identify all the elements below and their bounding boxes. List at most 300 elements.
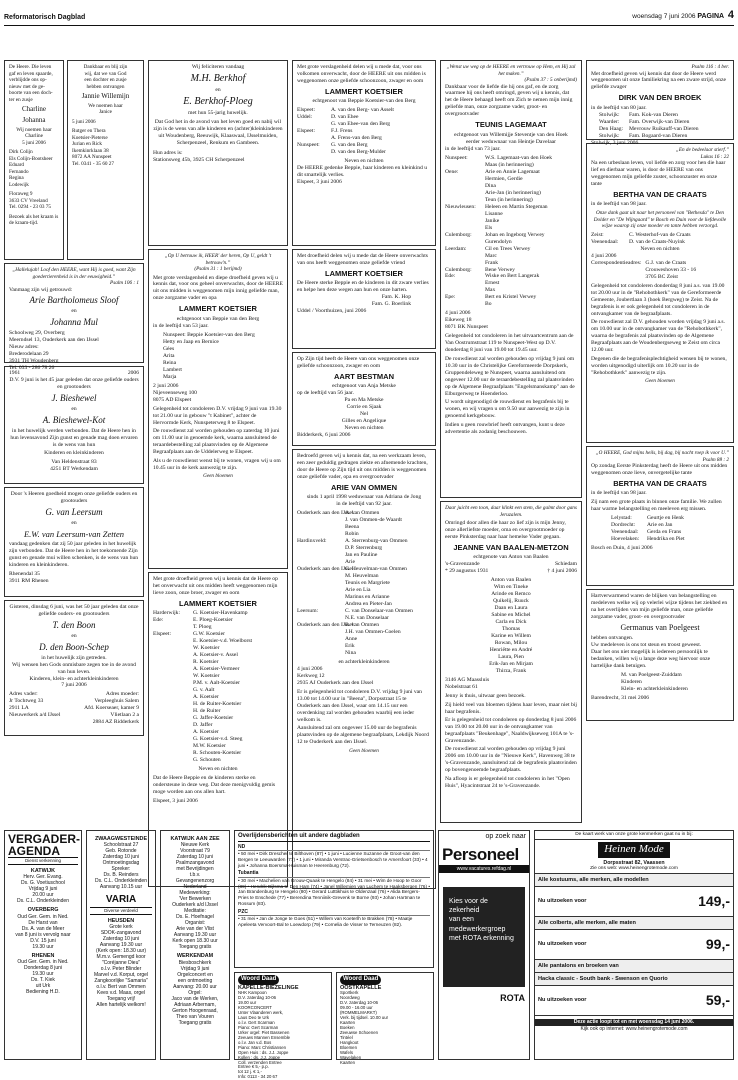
column-4	[440, 60, 582, 826]
ad-en: en	[71, 519, 77, 526]
agenda-line: Ontmoetingsdag	[102, 860, 140, 867]
event-line: (ROMMELMARKT)	[340, 1010, 377, 1016]
family-member: E. Ploeg-Koetsier	[193, 617, 233, 624]
family-row	[297, 149, 431, 156]
price-label: Nu uitzoeken voor	[538, 898, 587, 905]
price-row	[535, 917, 733, 930]
obituary-van-den-broek	[586, 60, 734, 146]
family-row	[297, 142, 431, 149]
intro-line: verblijdde ons op-	[9, 77, 47, 83]
ad-text: vandaag gedenken dat zij 50 jaar geleden in het huwelijk zijn verbonden. Dat de Heere hen in het toekomende Zijn gunst en genade mui willen schenken, is de wens van hun kinderen en kleinkinderen.	[9, 540, 139, 568]
family-member: Andrea en Pieter-Jan	[345, 601, 392, 608]
family-place	[153, 757, 193, 764]
family-place	[297, 643, 345, 650]
husband-name: M.H. Berkhof	[190, 72, 246, 84]
agenda-line: Grote kerk	[109, 924, 133, 931]
family-row	[153, 729, 283, 736]
family-row	[153, 736, 283, 743]
ad-sign: Kinderen en kleinkinderen	[44, 450, 104, 457]
ad-sign: en achterkleinkinderen	[338, 658, 390, 665]
family-member: M. Heuvelman	[345, 573, 379, 580]
family-row	[297, 594, 431, 601]
agenda-line: Orgel:	[188, 989, 202, 996]
address-line: Nobelstraat 61	[445, 684, 478, 691]
address-line: Stationsweg 45b, 3925 CH Scherpenzeel	[153, 156, 245, 163]
intro-line: nieuw met de ge-	[9, 83, 45, 90]
family-place: Ede:	[445, 273, 456, 280]
family-place	[153, 687, 193, 694]
intro-line: een dochter en zusje	[84, 77, 127, 83]
personeel-line: zekerheid	[449, 907, 480, 915]
family-row	[297, 517, 431, 524]
death-info	[547, 561, 577, 575]
family-row	[153, 701, 283, 708]
family-member: Cil en Trees Verwey	[485, 245, 531, 252]
agenda-line: Adriaan Arbernam,	[174, 1001, 216, 1008]
ad-spouse: echtgenote van Anton van Baalen	[473, 554, 549, 561]
ad-date: Stolwijk, 3 juni 2006	[591, 139, 639, 146]
family-row	[445, 155, 577, 162]
radio-section-text: • 30 mei • Machelien van Grouw-Quaak te Hengelo (84) • 31 mei • Wim de Hoop te Goor (89) • Hendrik Bijlsma te Den Ham (74) • Janel Willemien van Luchem te Haaksbergen (76) • Jan Brandenburg te Hengelo (80) • Gerard Lutttikhuis te Oldenzaal (76) • Alida Bergers-Pries te Enschede (77) • Berendina Tenniinik-Grevenk te Borne (93) • Johan Hartman te Rossum (83).	[238, 877, 430, 907]
ad-callname: Janice	[99, 109, 112, 116]
family-place: Ouderkerk aan den IJssel:	[297, 510, 355, 517]
price-row	[535, 973, 733, 986]
family-row	[445, 197, 577, 204]
ad-en: en	[71, 405, 77, 412]
family-row	[445, 218, 577, 225]
ad-address	[445, 317, 577, 331]
agenda-line: 20.00 uur	[32, 892, 54, 899]
ad-text-3: Zij hield veel van bloemen tijdens haar leven, maar niet bij haar begrafenis.	[445, 701, 577, 715]
family-member: Quikelij, Ruuck	[493, 598, 529, 605]
family-member: G. van den Berg	[331, 142, 368, 149]
address-line: Van Heldenstraat 83	[51, 459, 97, 466]
ad-sign: Neven en nichten	[344, 158, 384, 165]
ad-address	[445, 677, 577, 691]
event-line: Urker orgel: Piet Bassenen	[238, 1029, 290, 1035]
family-member: Fernando	[9, 168, 29, 175]
family-member: Thirza, Frank	[495, 668, 527, 675]
ad-age: in de leeftijd van 80 jaar.	[591, 104, 647, 111]
family-row	[153, 631, 283, 638]
agenda-place: WERKENDAM	[176, 953, 214, 960]
address-line: Crouweshoven 33 - 16	[645, 266, 697, 273]
family-place: Ouderkerk aan den IJssel:	[297, 566, 355, 573]
agenda-line: Gevangenenzorg	[175, 878, 215, 885]
family-member: Anne	[345, 636, 358, 642]
agenda-title: VERGADER-	[8, 832, 81, 846]
family-member: F.J. Frens	[331, 128, 353, 135]
family-place: Hardinxveld:	[297, 538, 327, 545]
family-place	[445, 176, 485, 183]
family-member: Robin	[345, 531, 359, 538]
family-place	[297, 629, 345, 636]
event-line: Zeeuws Mannen Ensemble	[238, 1034, 291, 1040]
family-member: Fam. Kok-van Dieren	[629, 111, 678, 118]
family-place: Culemborg:	[445, 266, 472, 273]
family-member: D.P. Sterrenburg	[345, 545, 383, 552]
ad-family	[297, 397, 431, 432]
family-member: D. van den Berg-Mulder	[331, 149, 386, 156]
agenda-line: Ds. G. Voetiuschool	[21, 880, 65, 887]
family-member: Gées	[163, 345, 175, 352]
family-member: G. Heuvelman-van Ommen	[345, 566, 407, 573]
family-place	[153, 722, 193, 729]
family-place	[297, 531, 345, 538]
price-value: 99,-	[705, 936, 730, 953]
bride-name: Johanna Mul	[50, 317, 98, 328]
family-place	[445, 253, 485, 260]
thanks-ad-van-poelgeest	[586, 589, 734, 721]
obituary-van-de-craats-nieces	[586, 446, 734, 586]
year-end: 2006	[127, 370, 139, 376]
agenda-place: ZWAAGWESTEINDE	[94, 836, 148, 842]
obituary-koetsier-friends	[292, 249, 436, 349]
family-place	[153, 680, 193, 687]
family-line: Jurian en Rick	[72, 141, 102, 148]
event-line: Piano: Marc Christiansen	[238, 1044, 287, 1050]
family-member: Ernest	[485, 280, 500, 287]
agenda-line: Donderdag 8 juni	[23, 965, 63, 972]
agenda-item	[90, 918, 152, 1008]
family-row	[297, 128, 431, 135]
family-member: Wim en Tineke	[493, 584, 529, 591]
agenda-item	[164, 953, 226, 1025]
family-place	[445, 239, 485, 246]
ad-intro: Wij feliciteren vandaag	[191, 64, 245, 70]
deceased-name: Germanus van Poelgeest	[620, 622, 700, 632]
agenda-line: Orgelconcert en	[177, 971, 213, 978]
address-line: 8071 BK Nunspeet	[445, 324, 488, 331]
ad-callname	[9, 127, 59, 140]
family-member: Daan en Laura	[494, 605, 528, 612]
agenda-line: Kees v.d. Maas, orgel	[97, 990, 145, 997]
personeel-url[interactable]: www.vacatures.refdag.nl	[439, 865, 529, 873]
family-place: Veenendaal:	[611, 529, 639, 536]
obituary-van-de-craats-family	[586, 143, 734, 443]
family-row	[445, 176, 577, 183]
family-member: Hermien, Gerdie	[485, 175, 523, 182]
price-value: 149,-	[698, 893, 730, 910]
radio-sections	[238, 844, 430, 929]
price-label: Alle pantalons en broeken van	[538, 962, 619, 969]
agenda-line: 19.30 uur	[32, 971, 54, 978]
family-member: G. Schouten	[193, 757, 221, 763]
logo-word-1: Woord	[241, 976, 260, 982]
address-line: Adres moeder:	[105, 691, 139, 698]
intro-line: gaf en leven spaarde,	[9, 70, 53, 77]
radio-obituaries	[234, 830, 434, 968]
anniversary-ad-berkhof	[148, 60, 288, 246]
family-member: C. van Donselaar-van Ommen	[345, 608, 413, 615]
family-member: Regina	[9, 175, 24, 181]
agenda-line: Ds. T. Kiek	[31, 977, 55, 984]
deceased-name: DIRK VAN DEN BROEK	[618, 93, 702, 103]
obituary-van-ommen	[292, 449, 436, 889]
address-father	[9, 691, 60, 726]
family-row	[297, 601, 431, 608]
heinen-price-list	[535, 874, 733, 1016]
family-place	[297, 573, 345, 580]
family-line: Tel. 0341 - 35 60 27	[72, 160, 114, 167]
family-member: A. Frens-van den Berg	[331, 135, 382, 142]
ad-text-3: Aansluitend zal om ongeveer 15.00 uur de begrafenis plaatsvinden op de algemene begraafplaats, Lekdijk Noord 12 te Ouderkerk aan den IJssel.	[297, 725, 429, 746]
address-line: Brederodelaan 29	[9, 351, 49, 358]
family-member: D. van Ehee	[331, 114, 359, 121]
ad-date: 7 juni 2006	[61, 682, 87, 689]
family-line: Kinderen	[621, 678, 642, 685]
family-row	[591, 239, 729, 246]
radio-section-label: PZC	[238, 909, 430, 916]
ad-quote-ref: Lukas 16 : 22	[700, 153, 729, 160]
agenda-title-2: AGENDA	[8, 844, 61, 858]
family-member: D. Jaffer	[193, 722, 213, 729]
family-row	[297, 114, 431, 121]
rota-logo: ROTA	[500, 993, 525, 1004]
family-member: D. van de Craats-Nuyink	[629, 238, 685, 245]
deceased-name: ARIE VAN OMMEN	[330, 482, 398, 492]
ad-intro: D.V. 9 juni is het 45 jaar geleden dat onze geliefde ouders en grootouders	[9, 376, 139, 390]
heinen-top: De kaart werk van onze grote kenmerken gaat nu in bij:	[535, 831, 733, 840]
deceased-name: BERTHA VAN DE CRAATS	[613, 478, 707, 488]
agenda-line: Kerk open 18.30 uur	[172, 938, 218, 945]
family-row	[153, 645, 283, 652]
agenda-line: Geb. Rotonde	[105, 848, 137, 855]
agenda-line: "Coréjanne Dieu"	[101, 960, 141, 967]
sign-line: Fam. K. Hop	[381, 294, 411, 301]
family-member: Gilles en Angelique	[341, 418, 387, 425]
family-member: J.H. van Ommen-Coelen	[345, 629, 401, 636]
agenda-line: Ds. A. van de Meer	[21, 925, 65, 932]
agenda-line: Medewerking:	[179, 890, 211, 897]
event-line: Laus Deo te Urk	[238, 1015, 270, 1021]
ad-spouse: echtgenoot van Willemijje Steventje van den Hoek	[454, 131, 568, 138]
agenda-items-zwaag	[90, 836, 152, 890]
ad-quote-ref: (Psalm 31 : 1 berijmd)	[194, 266, 242, 272]
ad-address	[297, 673, 431, 687]
ad-note: Bezoek als het kraam is de kraam-tijd.	[9, 213, 59, 226]
ad-date: 2 juni 2006	[153, 382, 179, 389]
family-member: Marc	[485, 252, 497, 259]
agenda-line: De Harst van	[28, 919, 58, 926]
family-member: Corrie en Sjaak	[346, 404, 382, 411]
agenda-item	[8, 953, 78, 995]
ad-family	[297, 510, 431, 657]
address-line: Adres vader:	[9, 691, 38, 698]
price-row	[535, 960, 733, 973]
ad-text-2: Gelegenheid tot condoleren D.V. vrijdag 9 juni van 19.30 tot 21.00 uur in gebouw "t Kabinet", achter de Hervormde Kerk, Nunspeterweg 8 te Elspeet.	[153, 405, 282, 426]
ad-text: Hartverwarmend waren de blijken van belangstelling en medeleven welke wij op velerlei wijze tijdens het ziekbed en na het overlijden van mijn geliefde man, onze geliefde zorgzame vader, groot- en overgrootvader	[591, 593, 728, 620]
family-row	[297, 121, 431, 128]
agenda-line: Zangkoorlijke "Samaria"	[94, 978, 148, 985]
birth-ad-charline	[4, 60, 64, 260]
ad-text: in het huwelijk zijn getreden.	[41, 654, 107, 661]
agenda-column-3	[160, 830, 230, 1060]
family-row	[297, 559, 431, 566]
family-place	[445, 260, 485, 267]
family-member: Erik-Jan en Mirjam	[489, 661, 533, 668]
family-member: A. van den Berg- van Asselt	[331, 107, 394, 114]
anniversary-ad-den-boon	[4, 600, 144, 736]
callname-line: Wij noemen haar	[16, 126, 52, 133]
intro-line: Dankbaar en blij zijn	[83, 64, 128, 70]
ad-intro: Door 's Heeren goedheid mogen onze geliefde ouders en grootouders	[10, 491, 138, 504]
event-line: Boeken	[340, 1024, 355, 1030]
ad-sign	[297, 294, 411, 308]
birth-ad-jannie	[67, 60, 144, 260]
ad-text-2: Er is gelegenheid tot condoleren D.V. vrijdag 9 juni van 13.00 tot 14.00 uur in "Beena", Dorpsstraat 15 te Ouderkerk aan den IJssel, waar om 14.15 uur een overdenking zal worden gehouden waarbij een ieder welkom is.	[297, 688, 422, 723]
family-row	[297, 531, 431, 538]
heinen-mode-ad	[534, 830, 734, 1060]
family-member: Thomas	[501, 626, 521, 633]
family-place: Waarder:	[599, 118, 620, 125]
family-member: Hendrika en Piet	[647, 536, 685, 543]
event-line: o.l.v. Jan v.d. Bos	[238, 1039, 272, 1045]
family-row	[445, 273, 577, 280]
agenda-line: Ouderkerk a/d IJssel	[172, 902, 218, 909]
varia-subtitle: Diverse verdeeld	[90, 907, 152, 915]
family-member: Lisanne	[485, 210, 503, 217]
family-row	[445, 183, 577, 190]
family-member: Teunis en Margriete	[345, 580, 390, 587]
price-label: Nu uitzoeken voor	[538, 997, 587, 1004]
event-line: Coll. verzenden Entree	[238, 1059, 282, 1065]
page-number: 4	[727, 9, 734, 22]
family-row	[153, 652, 283, 659]
family-row	[297, 643, 431, 650]
family-place	[297, 121, 331, 128]
agenda-line: Nederland	[183, 884, 207, 891]
event-line: Kaarten	[340, 1020, 356, 1025]
family-member: A. Sterrenburg-van Ommen	[345, 538, 408, 545]
family-member: Karine en Willem	[491, 633, 531, 640]
family-place	[445, 211, 485, 218]
correspondence-label: Correspondentieadres:	[591, 259, 642, 266]
family-member: Gerda en Frans	[647, 529, 682, 536]
agenda-line: o.l.v. Peter Blinder	[100, 966, 142, 973]
agenda-line: Toegang vrij!	[106, 996, 136, 1003]
husband-name: T. den Boon	[52, 619, 96, 630]
family-row	[611, 536, 729, 543]
ad-text-5: Indien u geen rouwbrief heeft ontvangen, kunt u deze advertentie als zodanig beschouwen.	[445, 421, 565, 435]
page-date: woensdag 7 juni 2006	[632, 13, 696, 21]
ad-address	[9, 571, 139, 585]
death-line: Schiedam	[554, 561, 577, 568]
family-member: C. Westerhof-van de Craats	[629, 231, 691, 238]
heinen-web[interactable]: Zie ons web: www.heinengrotemode.com	[535, 866, 733, 874]
family-place: Stolwijk:	[599, 132, 620, 139]
event-line: tot 12 j. € 1,-	[238, 1069, 262, 1075]
family-row	[445, 294, 577, 301]
publication-name: Reformatorisch Dagblad	[4, 14, 86, 22]
price-row	[535, 986, 733, 1016]
family-place	[153, 736, 193, 743]
death-line: † 4 juni 2006	[547, 568, 577, 575]
family-member: Marinus en Arianne	[345, 594, 390, 601]
ad-text: Op Zijn tijd heeft de Heere van ons weggenomen onze geliefde schoonzoon, zwager en oom	[297, 356, 420, 369]
family-place: Harderwijk:	[153, 610, 181, 617]
ad-text-5: De rouwdienst zal worden gehouden op vrijdag 9 juni 2006 om 10.00 uur in de "Nieuwe Kerk", Havenweg 38 te 's-Gravenzande, aansluitend zal de begrafenis plaatsvinden op bovengenoemde begraafplaats.	[445, 746, 577, 774]
ad-text: in het huwelijk werden verbonden. Dat de Heere hen in hun levensavond Zijn gunst en genade mag doen ervaren is de wens van hun	[10, 427, 138, 448]
obituary-lagemaat	[440, 60, 582, 498]
price-row	[535, 874, 733, 887]
ad-date: Bosch en Duin, 4 juni 2006	[591, 545, 653, 552]
event-line: Tintéel	[340, 1034, 353, 1040]
agenda-line: Zaterdag 10 juni	[102, 936, 140, 943]
price-label: Hacka classic - South bank - Swenson en Quorio	[538, 975, 668, 982]
family-row	[445, 260, 577, 267]
family-place	[297, 636, 345, 643]
family-row	[445, 211, 577, 218]
ad-address	[153, 150, 283, 164]
ad-text-2: Gelegenheid tot condoleren in het uitvaartcentrum aan de Van Oostrumstraat 119 te Nunspeet-West op D.V. donderdag 8 juni van 19.00 tot 19.45 uur.	[445, 333, 574, 354]
family-place: Ouderkerk aan den IJssel:	[297, 622, 355, 629]
agenda-line: Nieuwe Kerk	[180, 842, 210, 849]
family-member: Pa en Ma Metske	[344, 397, 384, 404]
family-member: Nina	[345, 649, 356, 656]
intro-line: De Heere. Die leven	[9, 64, 52, 70]
agenda-line: Biesboschkerk	[178, 959, 212, 966]
family-place	[445, 218, 485, 225]
ad-en: en	[71, 632, 77, 639]
agenda-line: Aanvang 19.30 uur	[99, 942, 143, 949]
address-line: Kerkweg 12	[297, 672, 325, 679]
address-line: Tel. 033 - 286 78 26	[9, 364, 55, 371]
family-place	[297, 580, 345, 587]
ad-text-6: Na afloop is er gelegenheid tot condoleren in het "Open Huis", Hyacintstraat 24 te 's-Gravenzande.	[445, 775, 570, 789]
event-line: Info: 0113 - 34 20 67	[238, 1074, 278, 1080]
ad-intro: Gisteren, dinsdag 6 juni, was het 50 jaar geleden dat onze geliefde ouders- en grootouders	[9, 604, 139, 617]
ad-dates	[445, 561, 577, 575]
agenda-place: KATWIJK	[30, 867, 56, 874]
ad-text-4: U wordt uitgenodigd de rouwdienst en begrafenis bij te wonen, en wij vragen u om 9.50 uur aanwezig te zijn in genoemd kerkgebouw.	[445, 399, 570, 420]
event-details	[340, 991, 430, 1065]
family-line: Koetsier-Pieterse	[72, 134, 108, 141]
deceased-name: LAMMERT KOETSIER	[325, 86, 403, 96]
ad-age: in de leeftijd van 73 jaar.	[445, 145, 501, 152]
ad-age: in de leeftijd van 98 jaar.	[591, 490, 647, 497]
address-line: Jr Tochtweg 33	[9, 698, 44, 705]
obituary-van-baalen	[440, 501, 582, 823]
address-line: Eikeweg 18	[445, 317, 472, 324]
family-place: Nunspeet:	[297, 142, 320, 149]
address-line: 3705 BC Zeist	[645, 273, 678, 280]
ad-spouse: echtgenoot van Beppie Koetsier-van den Berg	[312, 98, 416, 105]
agenda-line: Ds. B. Reinders	[103, 872, 139, 879]
address-mother	[84, 691, 139, 726]
ad-text: Omringd door allen die haar zo lief zijn is mijn Jenny, onze allerliefste moeder, oma en overgrootmoeder op eerste Pinksterdag naar haar hemelse Vader gegaan.	[445, 520, 566, 540]
address-line: G.J. van de Craats	[645, 259, 687, 266]
family-member: Teun (in herinnering)	[485, 196, 533, 203]
family-member: Erik	[345, 642, 355, 649]
agenda-place: KATWIJK AAN ZEE	[170, 836, 220, 842]
ad-text: Met grote verslagenheid delen wij u mede dat, voor ons volkomen onverwacht, door de HEERE uit ons midden is weggenomen onze geliefde schoonzoon, zwager en oom	[297, 64, 426, 84]
family-place	[153, 701, 193, 708]
ad-sign: Kinderen, klein- en achterkleinkinderen	[29, 675, 119, 682]
ad-intro	[72, 64, 139, 90]
ad-family	[445, 155, 577, 309]
family-member: Arita	[163, 352, 175, 359]
ad-family	[72, 128, 139, 167]
ad-text-2: De Heere sterke Beppie en de kinderen in dit zware verlies en helpe hen deze wegen aan hun en onze harten.	[297, 280, 429, 294]
family-place: Nieuwleusen:	[445, 203, 476, 210]
agenda-item	[8, 868, 78, 904]
family-member: B. van Ommen	[345, 622, 380, 629]
agenda-line: Bediening H.D.	[26, 989, 60, 996]
family-member: Arinde en Remco	[491, 591, 531, 598]
ad-date: Bidderkerk, 6 juni 2006	[297, 432, 351, 439]
family-place	[153, 624, 193, 631]
